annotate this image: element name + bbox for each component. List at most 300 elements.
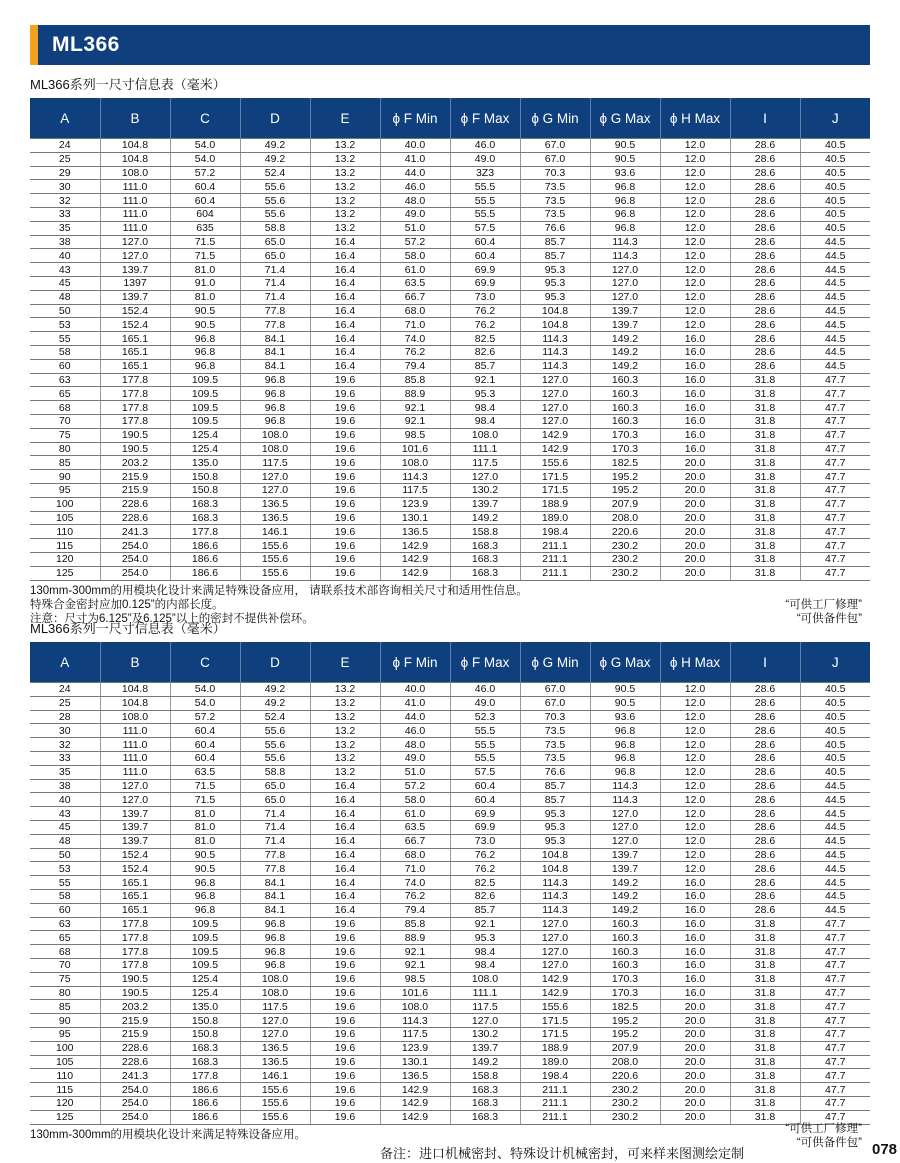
- column-header: C: [170, 98, 240, 139]
- table-cell: 31.8: [730, 1083, 800, 1097]
- table-cell: 46.0: [380, 724, 450, 738]
- table-cell: 40.5: [800, 194, 870, 208]
- table-cell: 127.0: [590, 834, 660, 848]
- table-cell: 165.1: [100, 889, 170, 903]
- table-cell: 55.6: [240, 751, 310, 765]
- table-cell: 19.6: [310, 511, 380, 525]
- table-cell: 19.6: [310, 1069, 380, 1083]
- table-cell: 177.8: [100, 414, 170, 428]
- table-cell: 67.0: [520, 152, 590, 166]
- table-cell: 63: [30, 373, 100, 387]
- table-cell: 111.0: [100, 180, 170, 194]
- table-cell: 20.0: [660, 1083, 730, 1097]
- table-cell: 101.6: [380, 442, 450, 456]
- table-row: [30, 751, 870, 765]
- table-cell: 31.8: [730, 470, 800, 484]
- table-cell: 58.0: [380, 249, 450, 263]
- table-row: [30, 483, 870, 497]
- table-cell: 111.0: [100, 724, 170, 738]
- table-cell: 104.8: [520, 862, 590, 876]
- table-cell: 177.8: [100, 917, 170, 931]
- column-header: ϕ F Max: [450, 642, 520, 683]
- table-cell: 46.0: [450, 139, 520, 153]
- table-cell: 70: [30, 414, 100, 428]
- table-cell: 51.0: [380, 221, 450, 235]
- table-cell: 71.5: [170, 779, 240, 793]
- table-cell: 16.4: [310, 318, 380, 332]
- table-cell: 171.5: [520, 1027, 590, 1041]
- table-cell: 19.6: [310, 539, 380, 553]
- table-row: [30, 414, 870, 428]
- table-cell: 48: [30, 834, 100, 848]
- table-cell: 31.8: [730, 428, 800, 442]
- table-cell: 96.8: [590, 724, 660, 738]
- table-cell: 16.4: [310, 290, 380, 304]
- table-cell: 32: [30, 194, 100, 208]
- table-cell: 47.7: [800, 1041, 870, 1055]
- table-cell: 108.0: [450, 972, 520, 986]
- table-cell: 142.9: [380, 1083, 450, 1097]
- table-cell: 16.4: [310, 304, 380, 318]
- table-row: [30, 683, 870, 697]
- table-cell: 241.3: [100, 525, 170, 539]
- table-cell: 155.6: [240, 539, 310, 553]
- table-cell: 98.5: [380, 972, 450, 986]
- table-cell: 54.0: [170, 683, 240, 697]
- table-cell: 65.0: [240, 793, 310, 807]
- table-cell: 90.5: [590, 152, 660, 166]
- table-cell: 31.8: [730, 387, 800, 401]
- table-cell: 12.0: [660, 793, 730, 807]
- table-cell: 69.9: [450, 807, 520, 821]
- column-header: ϕ G Min: [520, 642, 590, 683]
- table-cell: 85.7: [520, 793, 590, 807]
- table-cell: 228.6: [100, 1041, 170, 1055]
- table-cell: 125.4: [170, 442, 240, 456]
- table-row: [30, 834, 870, 848]
- table-cell: 96.8: [590, 180, 660, 194]
- table-cell: 73.5: [520, 751, 590, 765]
- table-cell: 19.6: [310, 552, 380, 566]
- table-cell: 604: [170, 207, 240, 221]
- table-cell: 117.5: [240, 456, 310, 470]
- table-cell: 114.3: [590, 779, 660, 793]
- table-cell: 28.6: [730, 751, 800, 765]
- table-cell: 96.8: [240, 958, 310, 972]
- table-cell: 60.4: [450, 235, 520, 249]
- table-cell: 47.7: [800, 401, 870, 415]
- table-cell: 73.0: [450, 834, 520, 848]
- table-cell: 139.7: [590, 862, 660, 876]
- table-cell: 60.4: [170, 724, 240, 738]
- table-row: [30, 263, 870, 277]
- table-cell: 12.0: [660, 751, 730, 765]
- table-cell: 44.5: [800, 903, 870, 917]
- table-cell: 41.0: [380, 696, 450, 710]
- header-bar: [30, 25, 870, 65]
- table1-header-row: [30, 98, 870, 139]
- table-cell: 67.0: [520, 683, 590, 697]
- table-cell: 100: [30, 497, 100, 511]
- table-cell: 31.8: [730, 456, 800, 470]
- table-cell: 28.6: [730, 318, 800, 332]
- table-cell: 55.6: [240, 738, 310, 752]
- table-cell: 90.5: [590, 683, 660, 697]
- table-cell: 92.1: [380, 945, 450, 959]
- table-cell: 60.4: [450, 779, 520, 793]
- table-cell: 12.0: [660, 235, 730, 249]
- table-cell: 96.8: [240, 917, 310, 931]
- table-cell: 82.6: [450, 889, 520, 903]
- table-cell: 49.0: [380, 751, 450, 765]
- table-cell: 32: [30, 738, 100, 752]
- table-cell: 28.6: [730, 724, 800, 738]
- table-cell: 65.0: [240, 235, 310, 249]
- table-cell: 48.0: [380, 194, 450, 208]
- dimension-table-2: [30, 642, 870, 1125]
- table-cell: 47.7: [800, 1096, 870, 1110]
- table1-title: ML366系列一尺寸信息表（毫米）: [30, 77, 226, 92]
- table-cell: 19.6: [310, 373, 380, 387]
- table-cell: 52.4: [240, 166, 310, 180]
- table-cell: 61.0: [380, 263, 450, 277]
- column-header: ϕ F Min: [380, 642, 450, 683]
- table-cell: 189.0: [520, 511, 590, 525]
- table-cell: 55.6: [240, 207, 310, 221]
- table-cell: 19.6: [310, 1110, 380, 1124]
- table-cell: 146.1: [240, 525, 310, 539]
- table-cell: 28.6: [730, 207, 800, 221]
- table-cell: 96.8: [590, 765, 660, 779]
- table-cell: 12.0: [660, 738, 730, 752]
- table-cell: 228.6: [100, 1055, 170, 1069]
- table-cell: 31.8: [730, 442, 800, 456]
- table-cell: 109.5: [170, 373, 240, 387]
- table-cell: 114.3: [520, 345, 590, 359]
- table-cell: 220.6: [590, 525, 660, 539]
- table-cell: 101.6: [380, 986, 450, 1000]
- table-cell: 44.0: [380, 710, 450, 724]
- table-cell: 31.8: [730, 1041, 800, 1055]
- table-cell: 136.5: [240, 1041, 310, 1055]
- table-cell: 90: [30, 1014, 100, 1028]
- table-cell: 127.0: [100, 793, 170, 807]
- table-cell: 139.7: [590, 304, 660, 318]
- table-cell: 44.0: [380, 166, 450, 180]
- table-cell: 20.0: [660, 1027, 730, 1041]
- table-cell: 139.7: [100, 263, 170, 277]
- table-cell: 16.0: [660, 986, 730, 1000]
- table-cell: 29: [30, 166, 100, 180]
- table-cell: 127.0: [520, 945, 590, 959]
- table-cell: 31.8: [730, 1027, 800, 1041]
- table-cell: 63.5: [170, 765, 240, 779]
- table-cell: 1397: [100, 276, 170, 290]
- table-cell: 55.6: [240, 724, 310, 738]
- table-cell: 31.8: [730, 511, 800, 525]
- table-cell: 31.8: [730, 1000, 800, 1014]
- table-row: [30, 566, 870, 580]
- note-spare-kit: “可供备件包”: [796, 612, 862, 625]
- table-cell: 177.8: [100, 387, 170, 401]
- table-cell: 96.8: [240, 387, 310, 401]
- table-cell: 186.6: [170, 1096, 240, 1110]
- table-cell: 84.1: [240, 876, 310, 890]
- table-cell: 73.5: [520, 724, 590, 738]
- table-cell: 110: [30, 525, 100, 539]
- table-cell: 55.5: [450, 724, 520, 738]
- table-cell: 117.5: [450, 1000, 520, 1014]
- table-row: [30, 332, 870, 346]
- table-cell: 75: [30, 428, 100, 442]
- column-header: I: [730, 98, 800, 139]
- table-cell: 150.8: [170, 1014, 240, 1028]
- table-cell: 20.0: [660, 1014, 730, 1028]
- table-cell: 127.0: [100, 235, 170, 249]
- note-line-3: 注意：尺寸为6.125”及6.125”以上的密封不提供补偿环。: [30, 612, 314, 625]
- table-cell: 47.7: [800, 1027, 870, 1041]
- table-cell: 136.5: [240, 511, 310, 525]
- table-cell: 98.4: [450, 945, 520, 959]
- table-cell: 95.3: [520, 263, 590, 277]
- table-cell: 70.3: [520, 166, 590, 180]
- table-cell: 127.0: [520, 958, 590, 972]
- table-cell: 28.6: [730, 807, 800, 821]
- table-cell: 31.8: [730, 1069, 800, 1083]
- column-header: ϕ H Max: [660, 98, 730, 139]
- table-cell: 16.4: [310, 834, 380, 848]
- table-cell: 12.0: [660, 166, 730, 180]
- table-cell: 76.2: [450, 848, 520, 862]
- table-cell: 16.4: [310, 903, 380, 917]
- table-cell: 28.6: [730, 862, 800, 876]
- table-cell: 58: [30, 345, 100, 359]
- table-cell: 117.5: [240, 1000, 310, 1014]
- table-cell: 104.8: [520, 848, 590, 862]
- table-cell: 139.7: [100, 807, 170, 821]
- table-cell: 158.8: [450, 1069, 520, 1083]
- table-cell: 90.5: [170, 318, 240, 332]
- note2-line-1: 130mm-300mm的用模块化设计来满足特殊设备应用。: [30, 1128, 307, 1141]
- table-cell: 85.7: [520, 779, 590, 793]
- table-cell: 16.4: [310, 263, 380, 277]
- table-cell: 69.9: [450, 276, 520, 290]
- table-cell: 177.8: [170, 1069, 240, 1083]
- table-cell: 48.0: [380, 738, 450, 752]
- table-cell: 60.4: [170, 180, 240, 194]
- table-cell: 28.6: [730, 696, 800, 710]
- table-cell: 127.0: [590, 807, 660, 821]
- table-row: [30, 903, 870, 917]
- table-cell: 31.8: [730, 373, 800, 387]
- table-cell: 82.5: [450, 876, 520, 890]
- table2-title: ML366系列一尺寸信息表（毫米）: [30, 621, 226, 636]
- note2-factory-repair: “可供工厂修理”: [785, 1122, 862, 1135]
- table-cell: 241.3: [100, 1069, 170, 1083]
- table-cell: 96.8: [590, 751, 660, 765]
- table-cell: 81.0: [170, 263, 240, 277]
- table-cell: 63.5: [380, 276, 450, 290]
- table-cell: 115: [30, 539, 100, 553]
- table-cell: 108.0: [240, 972, 310, 986]
- table-cell: 76.2: [450, 304, 520, 318]
- table-cell: 77.8: [240, 304, 310, 318]
- table-cell: 168.3: [450, 1110, 520, 1124]
- table-cell: 55.5: [450, 738, 520, 752]
- table-cell: 43: [30, 263, 100, 277]
- table-cell: 142.9: [520, 428, 590, 442]
- table-cell: 13.2: [310, 221, 380, 235]
- table-cell: 40.0: [380, 683, 450, 697]
- table-cell: 28.6: [730, 263, 800, 277]
- table-cell: 108.0: [240, 986, 310, 1000]
- table-cell: 108.0: [100, 710, 170, 724]
- table-row: [30, 539, 870, 553]
- table-cell: 12.0: [660, 221, 730, 235]
- table-cell: 12.0: [660, 683, 730, 697]
- table-cell: 96.8: [170, 876, 240, 890]
- table-cell: 95.3: [450, 931, 520, 945]
- table-row: [30, 1069, 870, 1083]
- table-cell: 12.0: [660, 139, 730, 153]
- table-cell: 16.4: [310, 848, 380, 862]
- table-row: [30, 889, 870, 903]
- column-header: ϕ G Min: [520, 98, 590, 139]
- table-cell: 168.3: [450, 1096, 520, 1110]
- table-row: [30, 972, 870, 986]
- table-cell: 44.5: [800, 807, 870, 821]
- table-cell: 189.0: [520, 1055, 590, 1069]
- table-cell: 16.4: [310, 876, 380, 890]
- table-cell: 84.1: [240, 332, 310, 346]
- table-cell: 127.0: [520, 917, 590, 931]
- table-cell: 96.8: [590, 194, 660, 208]
- table-cell: 40.5: [800, 765, 870, 779]
- table-cell: 108.0: [380, 456, 450, 470]
- table-cell: 108.0: [240, 442, 310, 456]
- table-cell: 28.6: [730, 194, 800, 208]
- table-cell: 20.0: [660, 1041, 730, 1055]
- table-cell: 203.2: [100, 1000, 170, 1014]
- table-cell: 165.1: [100, 332, 170, 346]
- table-cell: 68: [30, 401, 100, 415]
- table-cell: 130.2: [450, 483, 520, 497]
- table-cell: 139.7: [450, 497, 520, 511]
- table-cell: 19.6: [310, 566, 380, 580]
- table-cell: 49.2: [240, 696, 310, 710]
- table-cell: 120: [30, 552, 100, 566]
- table-cell: 96.8: [170, 345, 240, 359]
- table-cell: 168.3: [450, 1083, 520, 1097]
- table-cell: 230.2: [590, 1096, 660, 1110]
- table-cell: 28.6: [730, 779, 800, 793]
- table-cell: 84.1: [240, 345, 310, 359]
- page-title: ML366: [52, 33, 120, 56]
- table-cell: 208.0: [590, 511, 660, 525]
- table-cell: 85.7: [520, 249, 590, 263]
- table-cell: 114.3: [590, 793, 660, 807]
- table-cell: 31.8: [730, 1110, 800, 1124]
- table-cell: 139.7: [590, 848, 660, 862]
- table-cell: 90.5: [590, 139, 660, 153]
- table-cell: 77.8: [240, 848, 310, 862]
- table-cell: 95.3: [520, 807, 590, 821]
- table-cell: 190.5: [100, 442, 170, 456]
- table-cell: 211.1: [520, 1110, 590, 1124]
- table-cell: 20.0: [660, 552, 730, 566]
- table-cell: 67.0: [520, 139, 590, 153]
- table-cell: 108.0: [100, 166, 170, 180]
- table-cell: 12.0: [660, 152, 730, 166]
- table-cell: 28.6: [730, 180, 800, 194]
- table-cell: 40.5: [800, 710, 870, 724]
- table-cell: 254.0: [100, 552, 170, 566]
- table-cell: 52.3: [450, 710, 520, 724]
- table-row: [30, 373, 870, 387]
- table-row: [30, 1027, 870, 1041]
- table-cell: 109.5: [170, 917, 240, 931]
- table-cell: 53: [30, 862, 100, 876]
- section-table2: [30, 620, 870, 1156]
- table-cell: 44.5: [800, 862, 870, 876]
- table2-body: [30, 683, 870, 1125]
- table-cell: 74.0: [380, 876, 450, 890]
- table-cell: 57.2: [170, 710, 240, 724]
- table-cell: 55.6: [240, 180, 310, 194]
- column-header: B: [100, 98, 170, 139]
- table-cell: 111.1: [450, 986, 520, 1000]
- table-cell: 139.7: [100, 820, 170, 834]
- table-cell: 47.7: [800, 1069, 870, 1083]
- table-cell: 92.1: [450, 917, 520, 931]
- table-cell: 28.6: [730, 848, 800, 862]
- table-cell: 125: [30, 566, 100, 580]
- table-row: [30, 207, 870, 221]
- table-cell: 177.8: [100, 931, 170, 945]
- table-cell: 33: [30, 207, 100, 221]
- table-cell: 44.5: [800, 304, 870, 318]
- table-cell: 198.4: [520, 1069, 590, 1083]
- table-cell: 47.7: [800, 387, 870, 401]
- table-cell: 44.5: [800, 848, 870, 862]
- table-cell: 155.6: [240, 1110, 310, 1124]
- table-cell: 16.0: [660, 373, 730, 387]
- table-cell: 177.8: [170, 525, 240, 539]
- table-cell: 92.1: [380, 401, 450, 415]
- table-cell: 96.8: [590, 738, 660, 752]
- table-row: [30, 958, 870, 972]
- table-cell: 47.7: [800, 1014, 870, 1028]
- table-cell: 12.0: [660, 848, 730, 862]
- table-row: [30, 1083, 870, 1097]
- table-cell: 20.0: [660, 1110, 730, 1124]
- table-cell: 28.6: [730, 765, 800, 779]
- table-cell: 171.5: [520, 483, 590, 497]
- table-cell: 35: [30, 221, 100, 235]
- table-cell: 40.5: [800, 221, 870, 235]
- table-cell: 20.0: [660, 1055, 730, 1069]
- table-cell: 108.0: [240, 428, 310, 442]
- table-cell: 114.3: [520, 889, 590, 903]
- table-cell: 127.0: [240, 1014, 310, 1028]
- table-cell: 31.8: [730, 566, 800, 580]
- table-cell: 149.2: [590, 332, 660, 346]
- table-cell: 230.2: [590, 1083, 660, 1097]
- table-cell: 19.6: [310, 1083, 380, 1097]
- table-cell: 100: [30, 1041, 100, 1055]
- table-cell: 19.6: [310, 1027, 380, 1041]
- table-row: [30, 345, 870, 359]
